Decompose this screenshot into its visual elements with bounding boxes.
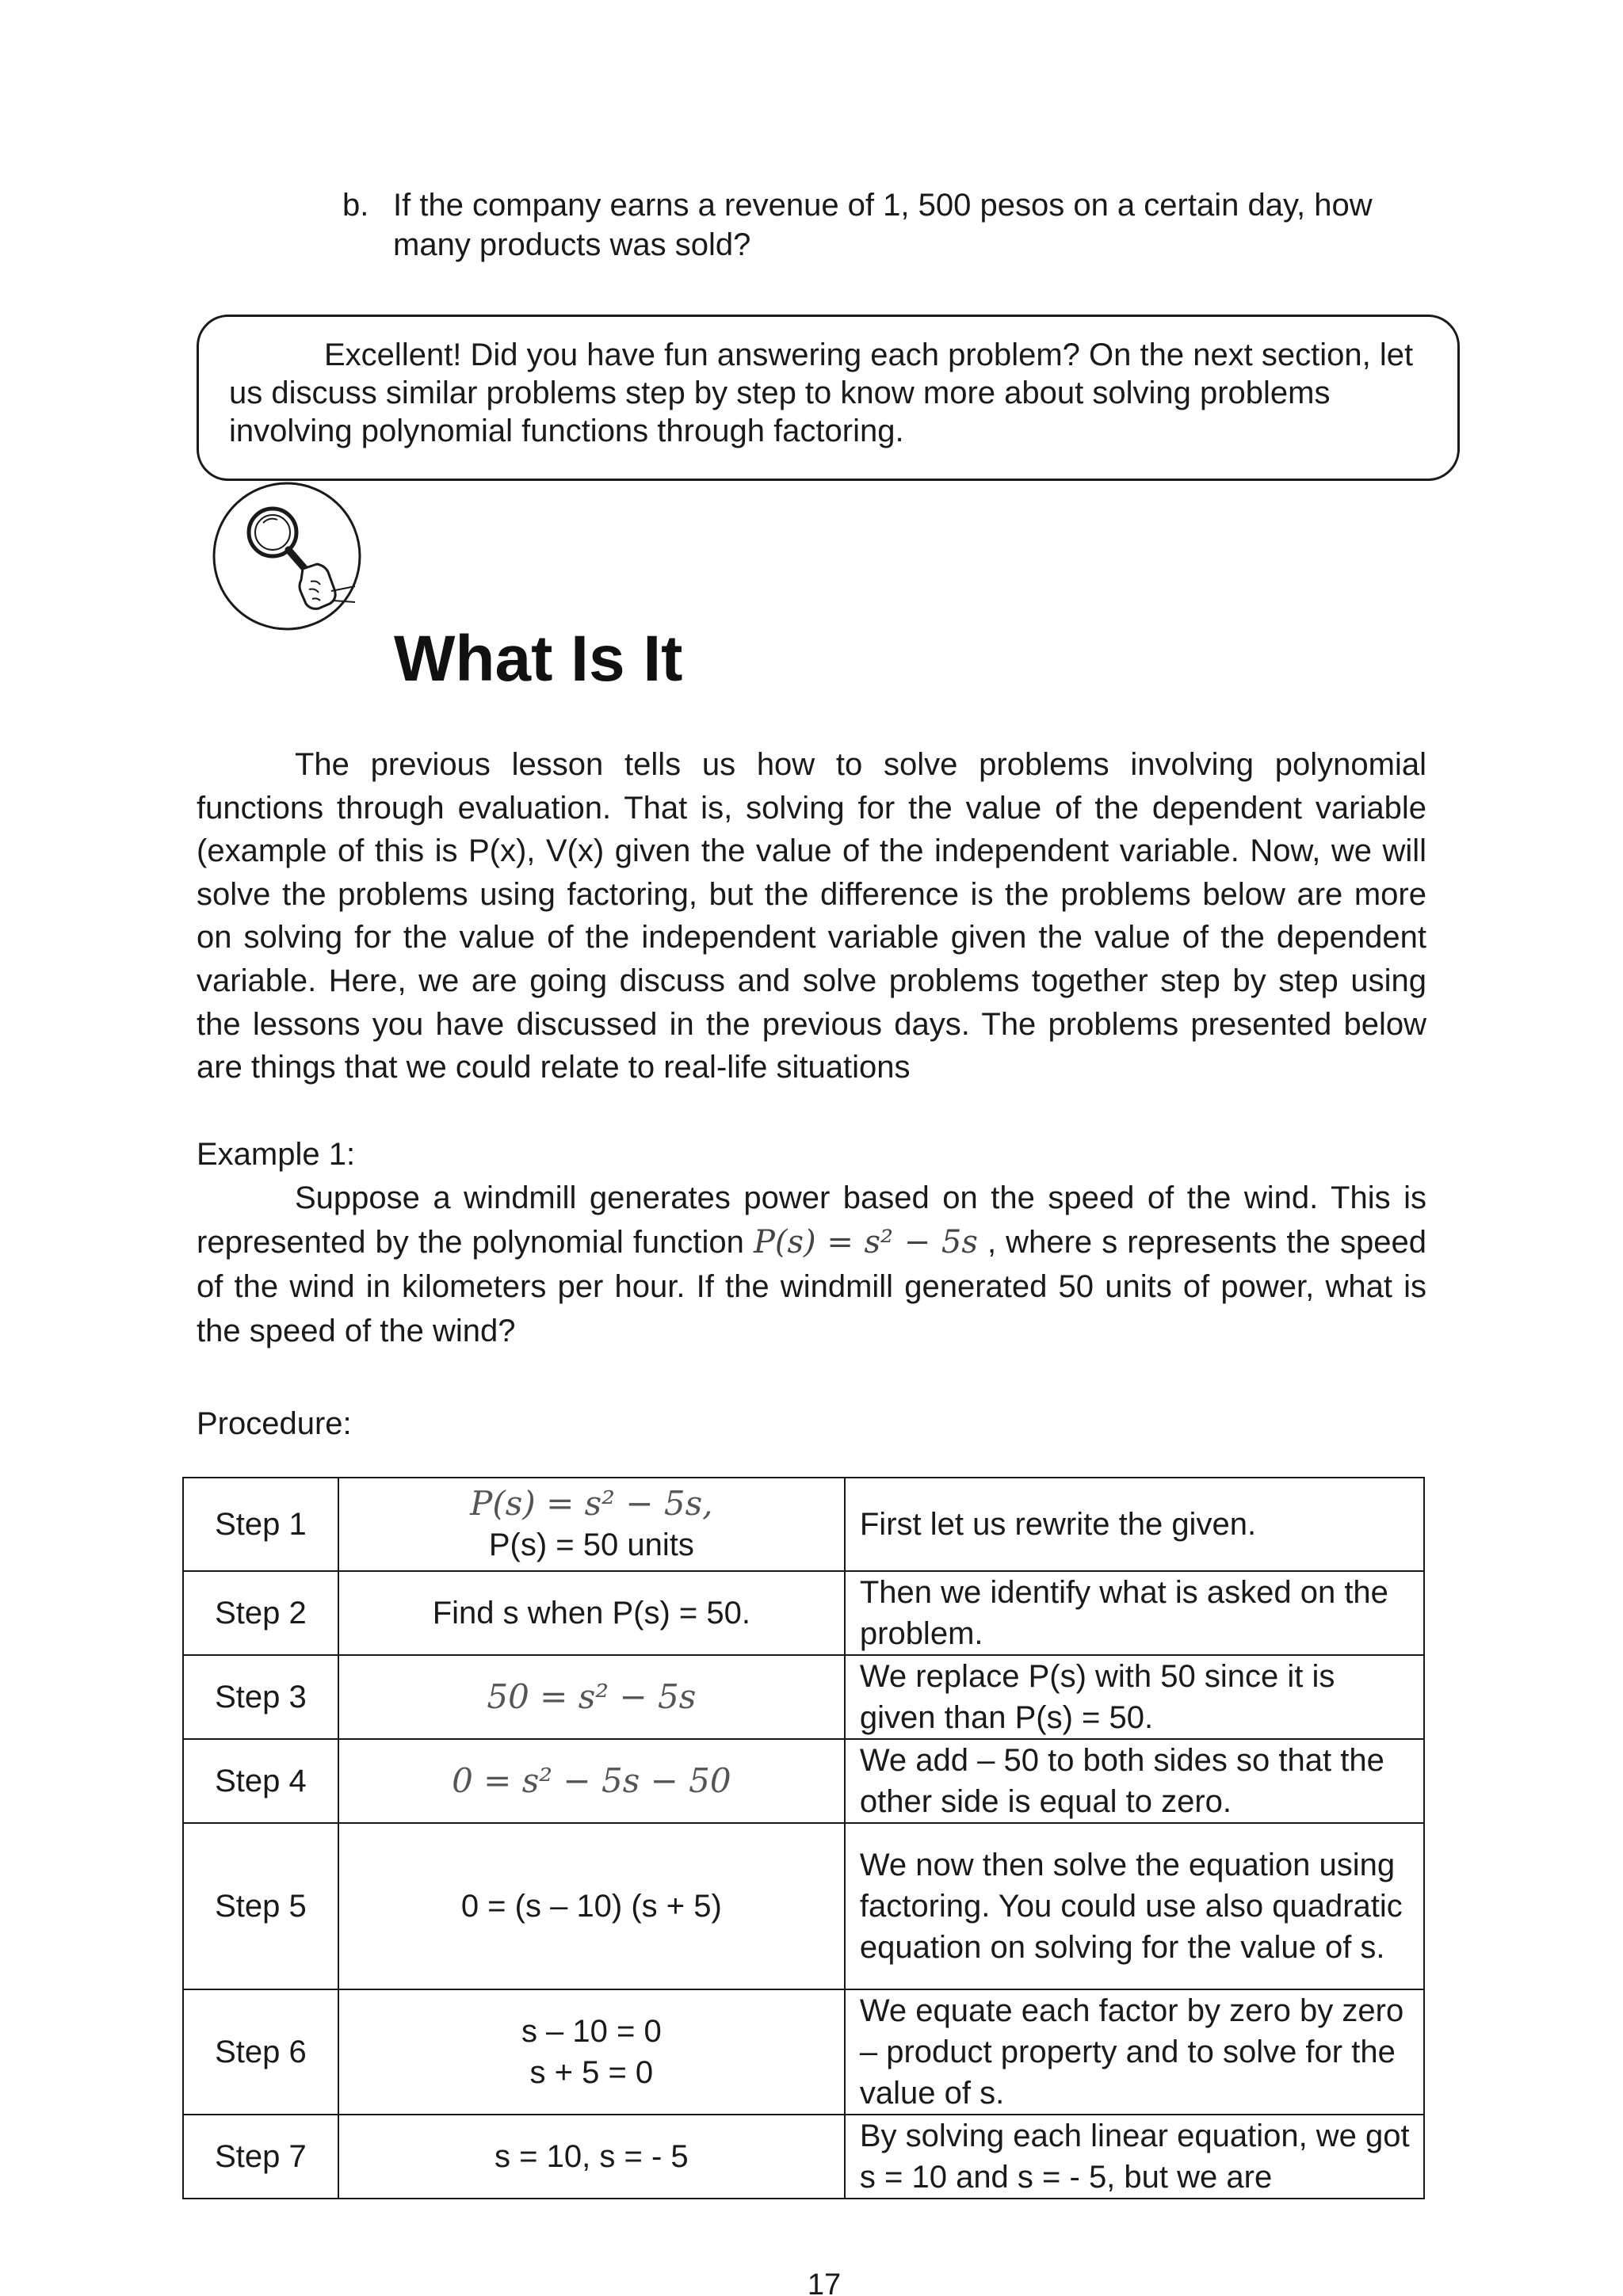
step-work [338, 1989, 845, 2115]
step-explanation: Then we identify what is asked on the problem. [845, 1571, 1424, 1655]
step-label: Step 6 [183, 1989, 338, 2115]
step-work-math: 0 = s² − 5s − 50 [452, 1760, 731, 1800]
procedure-label: Procedure: [197, 1406, 352, 1441]
step-explanation: We now then solve the equation using factoring. You could use also quadratic equation on solving for the value of s. [845, 1823, 1424, 1989]
table-row [183, 1478, 1424, 1571]
step-work-math: 50 = s² − 5s [487, 1676, 697, 1716]
step-work-line-1: s – 10 = 0 [521, 2014, 662, 2049]
table-row [183, 2115, 1424, 2199]
step-work: Find s when P(s) = 50. [338, 1571, 845, 1655]
question-b-letter: b. [342, 188, 369, 223]
example-text-after: , where s represents the speed of the wind in kilometers per hour. If the windmill generated 50 units of power, what is the speed of the wind? [197, 1225, 1426, 1348]
question-b-text: If the company earns a revenue of 1, 500 pesos on a certain day, how many products was sold? [393, 188, 1373, 262]
step-explanation: By solving each linear equation, we got s = 10 and s = - 5, but we are [845, 2115, 1424, 2199]
magnifying-glass-icon [208, 480, 366, 631]
procedure-table [182, 1477, 1425, 2199]
table-row [183, 1655, 1424, 1739]
step-label: Step 7 [183, 2115, 338, 2199]
example-problem [197, 1176, 1426, 1353]
table-row [183, 1739, 1424, 1823]
step-explanation: We equate each factor by zero by zero – product property and to solve for the value of s. [845, 1989, 1424, 2115]
step-work [338, 1739, 845, 1823]
step-work: 0 = (s – 10) (s + 5) [338, 1823, 845, 1989]
intro-paragraph-text: The previous lesson tells us how to solve problems involving polynomial functions through evaluation. That is, solving for the value of the dependent variable (example of this is P(x), V(x) given the value of the independent variable. Now, we will solve the problems using factoring, but the difference is the problems below are more on solving for the value of the independent variable given the value of the dependent variable. Here, we are going discuss and solve problems together step by step using the lessons you have discussed in the previous days. The problems presented below are things that we could relate to real-life situations [197, 747, 1426, 1085]
example-title: Example 1: [197, 1137, 356, 1172]
step-work [338, 1655, 845, 1739]
step-explanation: We add – 50 to both sides so that the other side is equal to zero. [845, 1739, 1424, 1823]
page-number: 17 [807, 2268, 842, 2296]
intro-paragraph [197, 743, 1426, 1089]
callout-text: Excellent! Did you have fun answering each problem? On the next section, let us discuss similar problems step by step to know more about solving problems involving polynomial functions through factoring. [229, 338, 1414, 448]
step-explanation: We replace P(s) with 50 since it is given than P(s) = 50. [845, 1655, 1424, 1739]
step-label: Step 5 [183, 1823, 338, 1989]
step-label: Step 3 [183, 1655, 338, 1739]
step-work-math: P(s) = s² − 5s, [470, 1484, 713, 1523]
table-row [183, 1571, 1424, 1655]
example-text-before: Suppose a windmill generates power based on the speed of the wind. This is represented by the polynomial function [197, 1180, 1426, 1260]
callout-box [197, 315, 1460, 481]
section-title: What Is It [394, 623, 683, 695]
step-work: s = 10, s = - 5 [338, 2115, 845, 2199]
step-work-line-2: s + 5 = 0 [529, 2055, 654, 2090]
step-explanation: First let us rewrite the given. [845, 1478, 1424, 1571]
step-label: Step 4 [183, 1739, 338, 1823]
table-row [183, 1989, 1424, 2115]
example-function: P(s) = s² − 5s [754, 1224, 978, 1261]
step-label: Step 2 [183, 1571, 338, 1655]
table-row [183, 1823, 1424, 1989]
step-work-text: P(s) = 50 units [488, 1527, 694, 1562]
step-work [338, 1478, 845, 1571]
step-label: Step 1 [183, 1478, 338, 1571]
